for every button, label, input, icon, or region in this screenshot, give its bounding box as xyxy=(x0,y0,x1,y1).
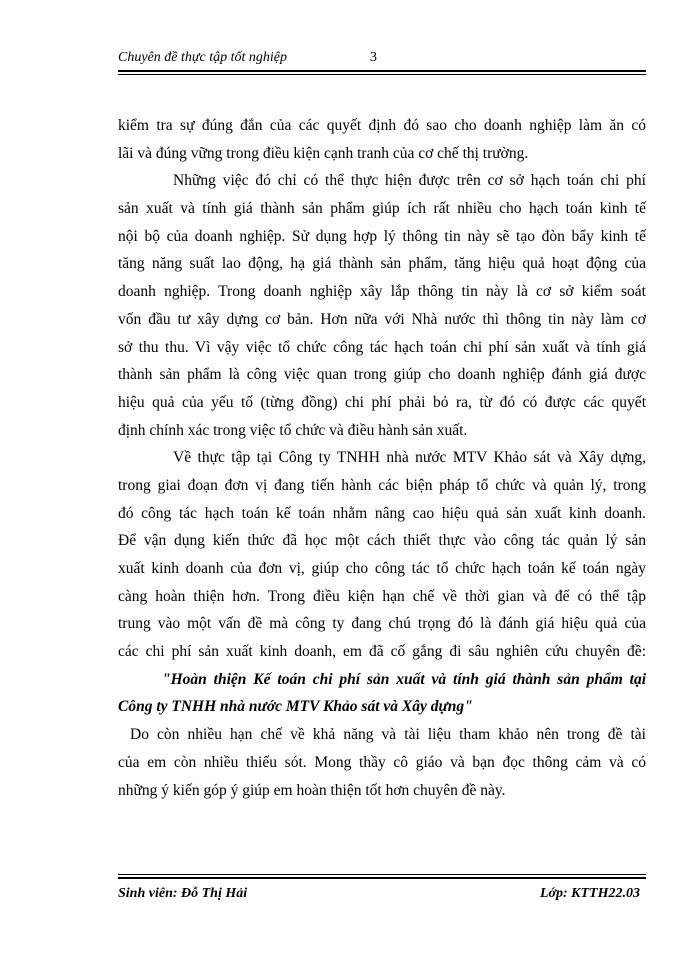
text-line: của em còn nhiều thiếu sót. Mong thầy cô giáo và bạn đọc thông cảm và có xyxy=(118,753,646,771)
text-line: hiệu quả của yếu tố (từng đồng) chi phí phải bỏ ra, từ đó có được các quyết xyxy=(118,393,646,411)
text-line: trong giai đoạn đơn vị đang tiến hành các biện pháp tổ chức và quản lý, trong xyxy=(118,476,646,494)
text-line: trung vào một vấn đề mà công ty đang chú trọng đó là đánh giá hiệu quả của xyxy=(118,615,646,633)
text-line: xuất kinh doanh của đơn vị, giúp cho công tác tổ chức hạch toán kế toán ngày xyxy=(118,560,646,577)
footer-rule-thick xyxy=(118,877,646,879)
text-line: Những việc đó chỉ có thể thực hiện được trên cơ sở hạch toán chi phí xyxy=(173,172,646,190)
student-name: Sinh viên: Đỗ Thị Hải xyxy=(118,886,248,901)
header-rule-thin xyxy=(118,74,646,75)
text-line: nội bộ của doanh nghiệp. Sử dụng hợp lý thông tin này sẽ tạo đòn bẩy kinh tế xyxy=(118,227,646,245)
thesis-topic-line: "Hoàn thiện Kế toán chi phí sản xuất và tính giá thành sản phẩm tại xyxy=(162,670,646,688)
text-line: càng hoàn thiện hơn. Trong điều kiện hạn chế về thời gian và để có thể tập xyxy=(118,587,646,605)
text-line: lãi và đúng vững trong điều kiện cạnh tranh của cơ chế thị trường. xyxy=(118,144,529,162)
text-line: sản xuất và tính giá thành sản phẩm giúp ích rất nhiều cho hạch toán kinh tế xyxy=(118,200,646,218)
page-number: 3 xyxy=(370,50,377,65)
text-line: Về thực tập tại Công ty TNHH nhà nước MTV Khảo sát và Xây dựng, xyxy=(173,449,646,467)
thesis-topic-line: Công ty TNHH nhà nước MTV Khảo sát và Xây dựng" xyxy=(118,698,473,716)
footer-rule-thin xyxy=(118,874,646,875)
text-line: đó công tác hạch toán kế toán nhằm nâng cao hiệu quả sản xuất kinh doanh. xyxy=(118,504,646,522)
page-footer xyxy=(118,874,646,904)
body-text xyxy=(118,112,646,804)
header-rule-thick xyxy=(118,70,646,72)
document-title: Chuyên đề thực tập tốt nghiệp xyxy=(118,50,287,65)
page-header xyxy=(118,48,646,70)
text-line: các chi phí sản xuất kinh doanh, em đã cố gắng đi sâu nghiên cứu chuyên đề: xyxy=(118,643,646,661)
text-line: tăng năng suất lao động, hạ giá thành sản phẩm, tăng hiệu quả hoạt động của xyxy=(118,255,646,273)
text-line: thành sản phẩm là công việc quan trong giúp cho doanh nghiệp đánh giá được xyxy=(118,366,646,384)
text-line: vốn đầu tư xây dựng cơ bản. Hơn nữa với Nhà nước thì thông tin này làm cơ xyxy=(118,310,646,328)
text-line: những ý kiến góp ý giúp em hoàn thiện tốt hơn chuyên đề này. xyxy=(118,781,506,799)
text-line: định chính xác trong việc tổ chức và điều hành sản xuất. xyxy=(118,421,468,439)
text-line: sở thu thu. Vì vậy việc tổ chức công tác hạch toán chi phí sản xuất và tính giá xyxy=(118,338,646,356)
text-line: Do còn nhiều hạn chế về khả năng và tài liệu tham khảo nên trong đề tài xyxy=(130,726,646,744)
class-code: Lớp: KTTH22.03 xyxy=(539,886,640,901)
text-line: doanh nghiệp. Trong doanh nghiệp xây lắp thông tin này là cơ sở kiểm soát xyxy=(118,283,646,301)
text-line: Để vận dụng kiến thức đã học một cách thiết thực vào công tác quản lý sản xyxy=(118,532,646,550)
text-line: kiểm tra sự đúng đắn của các quyết định đó sao cho doanh nghiệp làm ăn có xyxy=(118,117,646,134)
